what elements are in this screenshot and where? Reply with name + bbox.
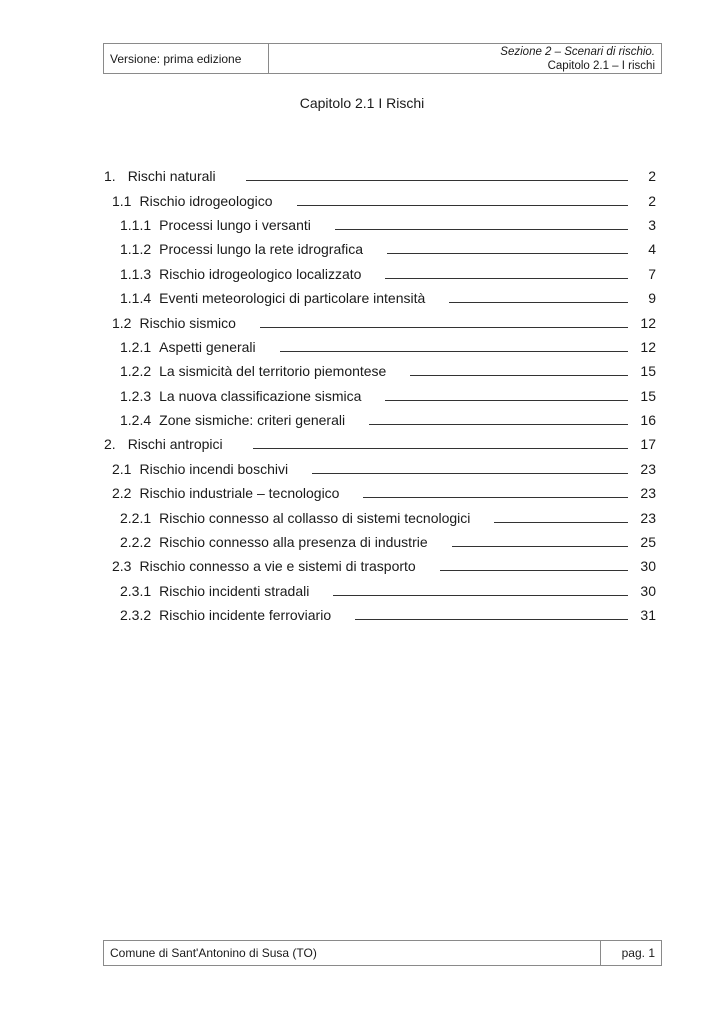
toc-leader-line	[260, 327, 628, 328]
toc-entry-title: Rischio sismico	[139, 314, 236, 331]
toc-leader-line	[246, 180, 628, 181]
toc-entry-number: 1.1.4	[120, 290, 152, 307]
toc-entry-number: 2.2.1	[120, 509, 152, 526]
toc-entry-title: Rischio connesso al collasso di sistemi tecnologici	[159, 509, 471, 526]
toc-entry-title: Aspetti generali	[159, 338, 256, 355]
toc-entry-page: 16	[640, 412, 656, 429]
toc-entry-title: Rischi antropici	[127, 436, 223, 453]
toc-leader-line	[335, 229, 628, 230]
toc-entry[interactable]	[104, 310, 656, 334]
toc-entry-title: La nuova classificazione sismica	[159, 387, 362, 404]
toc-entry-number: 2.2	[112, 485, 132, 502]
toc-entry[interactable]	[104, 432, 656, 456]
toc-entry-number: 2.3.2	[120, 607, 152, 624]
toc-entry-page: 9	[648, 290, 656, 307]
toc-entry-number: 1.2	[112, 314, 132, 331]
toc-entry-title: Rischio idrogeologico localizzato	[159, 265, 362, 282]
toc-entry[interactable]	[104, 457, 656, 481]
toc-entry-page: 3	[648, 216, 656, 233]
toc-entry[interactable]	[104, 335, 656, 359]
toc-entry[interactable]	[104, 213, 656, 237]
toc-entry-title: Processi lungo la rete idrografica	[159, 241, 364, 258]
toc-leader-line	[363, 497, 628, 498]
toc-entry-number: 1.1.3	[120, 265, 152, 282]
toc-entry[interactable]	[104, 237, 656, 261]
toc-leader-line	[355, 619, 628, 620]
toc-entry-number: 1.	[104, 168, 116, 185]
toc-entry-title: Rischio idrogeologico	[139, 192, 273, 209]
toc-entry-page: 17	[640, 436, 656, 453]
toc-entry-title: La sismicità del territorio piemontese	[159, 363, 387, 380]
toc-entry[interactable]	[104, 164, 656, 188]
page-header	[103, 43, 662, 74]
page-title: Capitolo 2.1 I Rischi	[299, 95, 425, 111]
toc-entry-title: Rischio connesso a vie e sistemi di trasporto	[139, 558, 416, 575]
toc-leader-line	[297, 205, 628, 206]
toc-entry-page: 25	[640, 534, 656, 551]
page-footer	[103, 940, 662, 966]
toc-entry[interactable]	[104, 530, 656, 554]
toc-entry-page: 23	[640, 460, 656, 477]
page-number: pag. 1	[621, 946, 655, 960]
toc-leader-line	[449, 302, 628, 303]
toc-entry-number: 1.2.3	[120, 387, 152, 404]
toc-entry-page: 31	[640, 607, 656, 624]
toc-entry[interactable]	[104, 359, 656, 383]
toc-entry[interactable]	[104, 603, 656, 627]
toc-entry-number: 1.2.2	[120, 363, 152, 380]
toc-entry-number: 1.2.4	[120, 412, 152, 429]
toc-entry-number: 1.1.2	[120, 241, 152, 258]
toc-entry-page: 2	[648, 192, 656, 209]
toc-entry[interactable]	[104, 286, 656, 310]
toc-leader-line	[440, 570, 628, 571]
toc-entry-number: 2.	[104, 436, 116, 453]
toc-entry[interactable]	[104, 481, 656, 505]
municipality-label: Comune di Sant'Antonino di Susa (TO)	[104, 941, 601, 965]
toc-entry-title: Eventi meteorologici di particolare intensità	[159, 290, 426, 307]
toc-entry-page: 15	[640, 363, 656, 380]
toc-leader-line	[410, 375, 628, 376]
toc-entry-title: Rischio industriale – tecnologico	[139, 485, 340, 502]
toc-entry[interactable]	[104, 579, 656, 603]
toc-entry[interactable]	[104, 408, 656, 432]
toc-leader-line	[369, 424, 628, 425]
table-of-contents	[104, 164, 656, 627]
toc-entry-title: Rischi naturali	[127, 168, 216, 185]
toc-leader-line	[387, 253, 628, 254]
toc-leader-line	[312, 473, 628, 474]
section-info	[269, 44, 661, 73]
toc-entry-page: 2	[648, 168, 656, 185]
toc-entry-title: Processi lungo i versanti	[159, 216, 311, 233]
toc-entry-number: 2.1	[112, 460, 132, 477]
version-label: Versione: prima edizione	[104, 44, 269, 73]
section-title: Sezione 2 – Scenari di rischio.	[500, 45, 655, 58]
toc-entry-title: Rischio incendi boschivi	[139, 460, 289, 477]
toc-leader-line	[385, 278, 628, 279]
toc-leader-line	[280, 351, 628, 352]
toc-entry-page: 30	[640, 582, 656, 599]
toc-entry-page: 23	[640, 509, 656, 526]
toc-entry-number: 1.2.1	[120, 338, 152, 355]
toc-entry-page: 15	[640, 387, 656, 404]
toc-entry-number: 2.2.2	[120, 534, 152, 551]
toc-entry[interactable]	[104, 505, 656, 529]
toc-entry-page: 12	[640, 314, 656, 331]
toc-entry-title: Rischio incidenti stradali	[159, 582, 310, 599]
toc-entry-number: 2.3	[112, 558, 132, 575]
toc-entry-page: 7	[648, 265, 656, 282]
toc-entry-page: 4	[648, 241, 656, 258]
chapter-title: Capitolo 2.1 – I rischi	[547, 59, 655, 72]
toc-entry-number: 2.3.1	[120, 582, 152, 599]
toc-entry-page: 23	[640, 485, 656, 502]
toc-entry-number: 1.1	[112, 192, 132, 209]
toc-entry[interactable]	[104, 188, 656, 212]
toc-entry-page: 30	[640, 558, 656, 575]
toc-leader-line	[452, 546, 628, 547]
toc-entry-title: Rischio incidente ferroviario	[159, 607, 332, 624]
toc-entry[interactable]	[104, 262, 656, 286]
toc-entry-page: 12	[640, 338, 656, 355]
toc-entry-title: Rischio connesso alla presenza di industrie	[159, 534, 428, 551]
toc-leader-line	[385, 400, 628, 401]
toc-leader-line	[494, 522, 628, 523]
toc-leader-line	[253, 448, 628, 449]
toc-entry-number: 1.1.1	[120, 216, 152, 233]
toc-entry[interactable]	[104, 554, 656, 578]
toc-leader-line	[333, 595, 628, 596]
toc-entry[interactable]	[104, 384, 656, 408]
toc-entry-title: Zone sismiche: criteri generali	[159, 412, 346, 429]
